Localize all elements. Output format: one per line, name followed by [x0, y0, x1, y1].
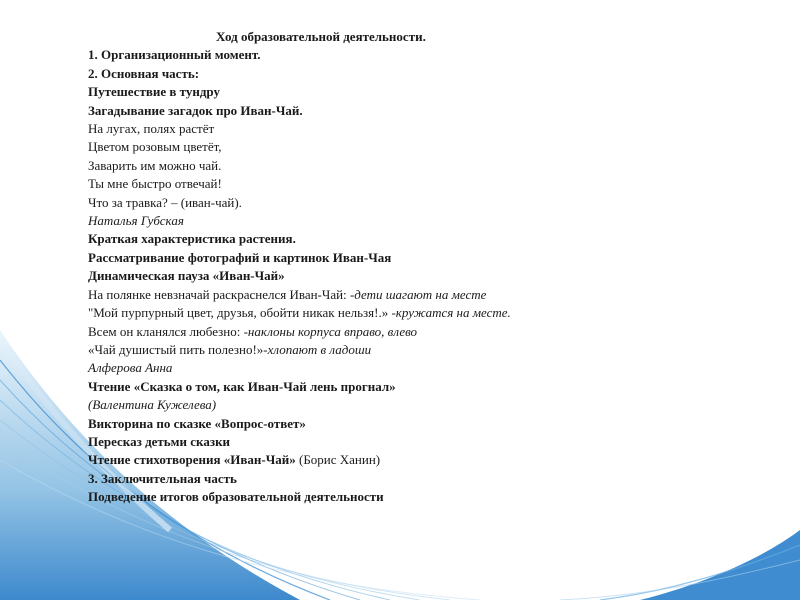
pause-line-action: -кружатся на месте. [391, 305, 511, 321]
photos-viewing-heading: Рассматривание фотографий и картинок Иван-Чая [88, 249, 392, 265]
page-title: Ход образовательной деятельности. [216, 29, 426, 44]
section-org-moment: 1. Организационный момент. [88, 47, 261, 63]
riddle-line: Ты мне быстро отвечай! [88, 176, 222, 192]
journey-heading: Путешествие в тундру [88, 84, 220, 100]
pause-line [88, 341, 748, 359]
pause-line-action: -дети шагают на месте [349, 286, 487, 302]
riddle-line: Цветом розовым цветёт, [88, 139, 222, 155]
riddle-author: Наталья Губская [88, 213, 184, 229]
pause-line-text: "Мой пурпурный цвет, друзья, обойти никак нельзя!.» [88, 305, 392, 321]
pause-line-text: На полянке невзначай раскраснелся Иван-Чай: [88, 286, 350, 302]
lesson-plan-text [88, 28, 748, 507]
riddle-line: На лугах, полях растёт [88, 121, 215, 137]
reading-tale-author: (Валентина Кужелева) [88, 397, 217, 413]
riddles-heading: Загадывание загадок про Иван-Чай. [88, 102, 303, 118]
poem-reading-line [88, 451, 748, 469]
summary-heading: Подведение итогов образовательной деятельности [88, 489, 384, 505]
pause-line [88, 304, 748, 322]
riddle-line: Заварить им можно чай. [88, 157, 222, 173]
pause-line [88, 286, 748, 304]
section-main-part: 2. Основная часть: [88, 65, 200, 81]
riddle-line: Что за травка? – (иван-чай). [88, 194, 242, 210]
pause-line-action: -наклоны корпуса вправо, влево [243, 323, 418, 339]
pause-line-text: «Чай душистый пить полезно!» [88, 341, 264, 357]
pause-line [88, 323, 748, 341]
plant-description-heading: Краткая характеристика растения. [88, 231, 296, 247]
dynamic-pause-heading: Динамическая пауза «Иван-Чай» [88, 268, 285, 284]
quiz-heading: Викторина по сказке «Вопрос-ответ» [88, 415, 306, 431]
pause-line-text: Всем он кланялся любезно: [88, 323, 244, 339]
pause-author: Алферова Анна [88, 360, 173, 376]
reading-tale-heading: Чтение «Сказка о том, как Иван-Чай лень прогнал» [88, 378, 396, 394]
poem-reading-author: (Борис Ханин) [295, 452, 381, 468]
section-final-part: 3. Заключительная часть [88, 470, 237, 486]
poem-reading-heading: Чтение стихотворения «Иван-Чай» [88, 452, 296, 468]
retelling-heading: Пересказ детьми сказки [88, 433, 231, 449]
pause-line-action: -хлопают в ладоши [263, 341, 372, 357]
